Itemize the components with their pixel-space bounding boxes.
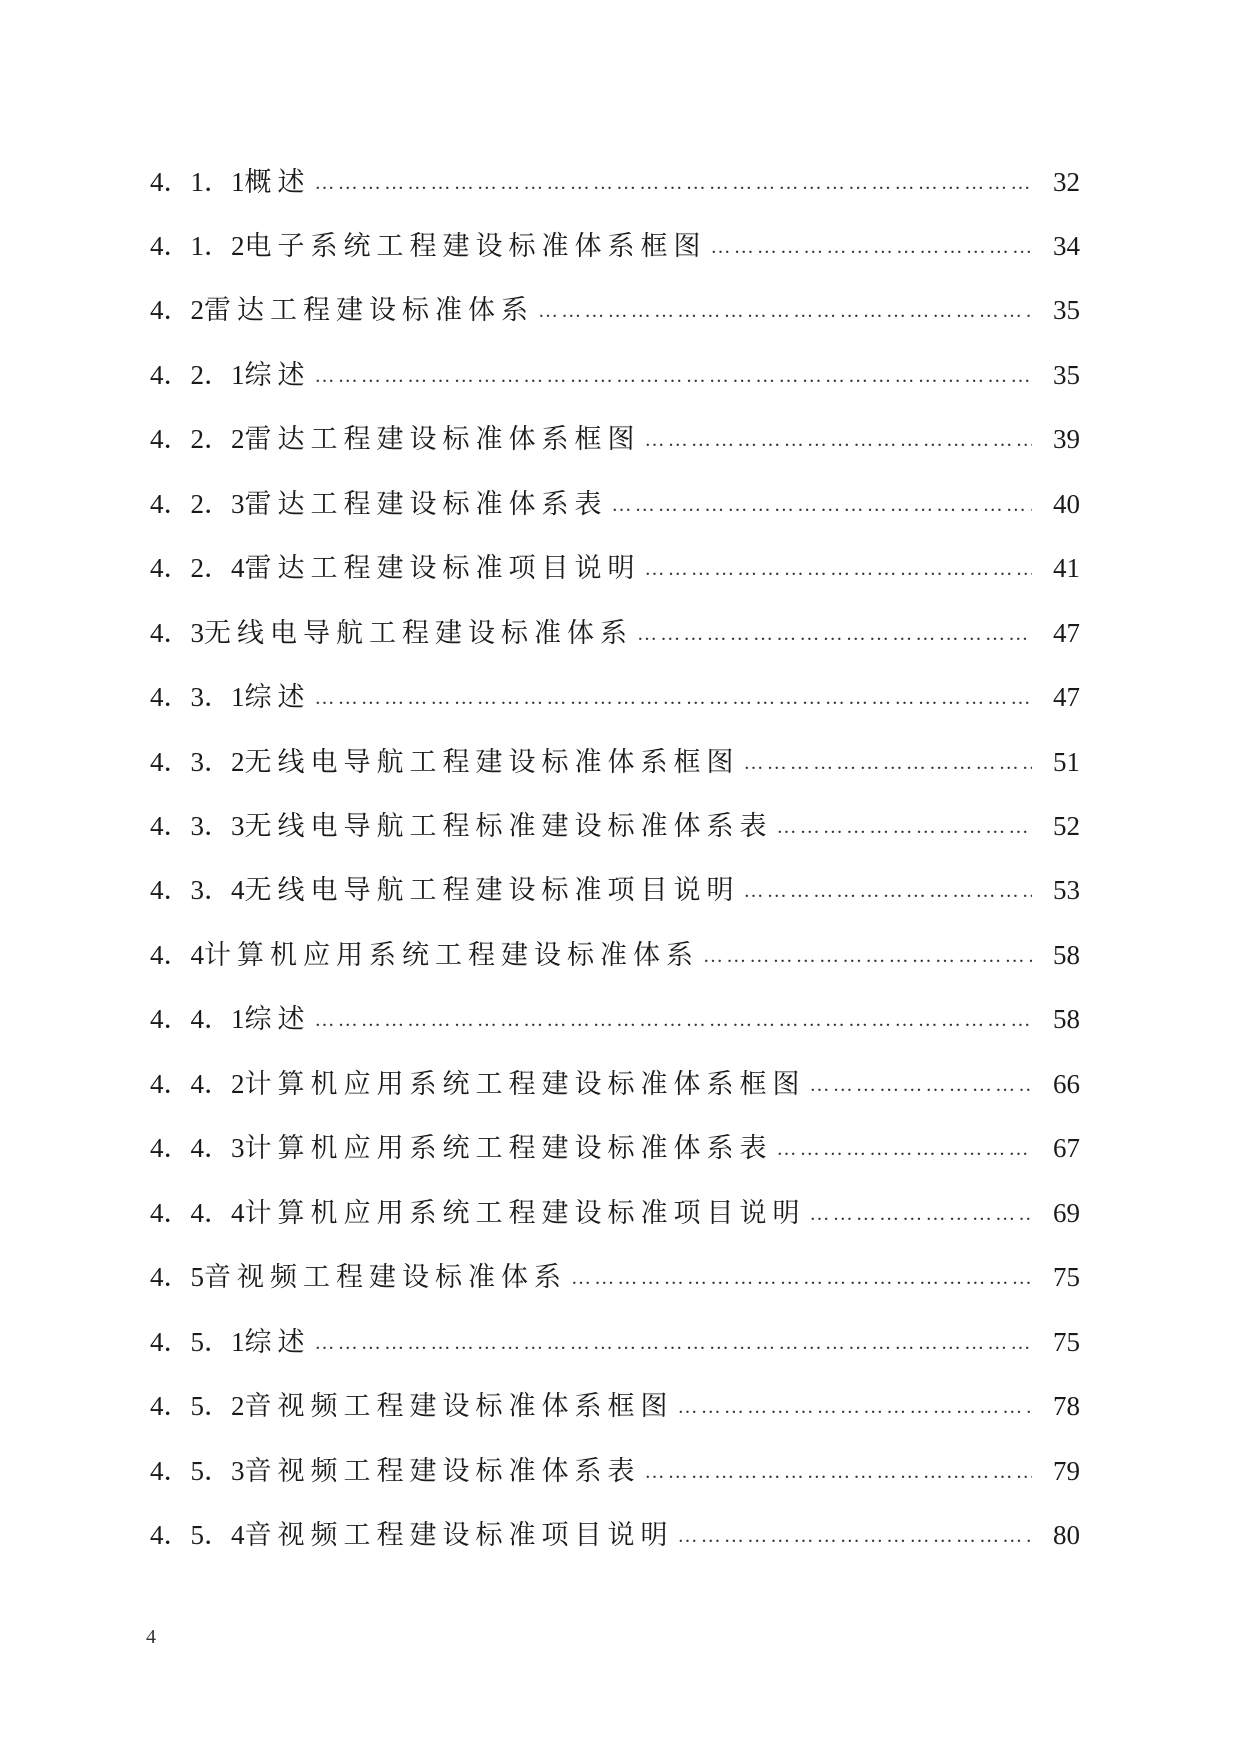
toc-entry-page: 67 bbox=[1053, 1133, 1080, 1163]
toc-entry[interactable] bbox=[150, 548, 1080, 588]
toc-entry-title: 计算机应用系统工程建设标准体系表 bbox=[244, 1133, 773, 1163]
dot-leader bbox=[645, 420, 1033, 460]
toc-entry[interactable] bbox=[150, 935, 1080, 975]
toc-entry[interactable] bbox=[150, 419, 1080, 459]
toc-entry-number: 4．3 bbox=[150, 618, 204, 648]
toc-entry-title: 音视频工程建设标准体系 bbox=[204, 1262, 567, 1292]
toc-entry-page: 53 bbox=[1053, 875, 1080, 905]
toc-entry[interactable] bbox=[150, 355, 1080, 395]
toc-entry-page: 52 bbox=[1053, 811, 1080, 841]
toc-entry-title: 雷达工程建设标准体系 bbox=[204, 295, 534, 325]
dot-leader bbox=[711, 227, 1033, 267]
toc-entry-title: 音视频工程建设标准体系表 bbox=[244, 1456, 641, 1486]
toc-entry[interactable] bbox=[150, 806, 1080, 846]
toc-entry-number: 4．3．2 bbox=[150, 747, 245, 777]
toc-entry-page: 58 bbox=[1053, 940, 1080, 970]
dot-leader bbox=[637, 614, 1032, 654]
toc-entry[interactable] bbox=[150, 1515, 1080, 1555]
toc-entry-page: 34 bbox=[1053, 231, 1080, 261]
toc-entry-title: 雷达工程建设标准体系框图 bbox=[244, 424, 641, 454]
dot-leader bbox=[810, 1194, 1033, 1234]
toc-entry[interactable] bbox=[150, 677, 1080, 717]
toc-entry-number: 4．4．4 bbox=[150, 1198, 245, 1228]
toc-entry[interactable] bbox=[150, 1451, 1080, 1491]
dot-leader bbox=[612, 485, 1033, 525]
toc-entry-page: 47 bbox=[1053, 682, 1080, 712]
toc-entry-title: 音视频工程建设标准项目说明 bbox=[244, 1520, 674, 1550]
dot-leader bbox=[538, 291, 1032, 331]
page-number: 4 bbox=[146, 1626, 156, 1648]
dot-leader bbox=[315, 678, 1033, 718]
toc-entry-number: 4．3．1 bbox=[150, 682, 245, 712]
toc-entry-title: 综述 bbox=[244, 682, 311, 712]
toc-entry[interactable] bbox=[150, 1257, 1080, 1297]
toc-entry[interactable] bbox=[150, 742, 1080, 782]
toc-entry-number: 4．2．3 bbox=[150, 489, 245, 519]
toc-entry-page: 51 bbox=[1053, 747, 1080, 777]
dot-leader bbox=[703, 936, 1032, 976]
toc-entry[interactable] bbox=[150, 290, 1080, 330]
toc-entry-page: 79 bbox=[1053, 1456, 1080, 1486]
toc-entry-number: 4．3．4 bbox=[150, 875, 245, 905]
toc-entry-page: 41 bbox=[1053, 553, 1080, 583]
toc-entry-title: 计算机应用系统工程建设标准体系框图 bbox=[244, 1069, 806, 1099]
dot-leader bbox=[315, 1323, 1033, 1363]
toc-entry-number: 4．1．2 bbox=[150, 231, 245, 261]
toc-entry-title: 综述 bbox=[244, 1004, 311, 1034]
toc-entry[interactable] bbox=[150, 1128, 1080, 1168]
toc-entry-title: 计算机应用系统工程建设标准项目说明 bbox=[244, 1198, 806, 1228]
toc-entry[interactable] bbox=[150, 999, 1080, 1039]
dot-leader bbox=[744, 743, 1033, 783]
toc-entry-number: 4．1．1 bbox=[150, 167, 245, 197]
dot-leader bbox=[315, 1000, 1033, 1040]
toc-entry[interactable] bbox=[150, 613, 1080, 653]
toc-entry-page: 69 bbox=[1053, 1198, 1080, 1228]
toc-entry-title: 音视频工程建设标准体系框图 bbox=[244, 1391, 674, 1421]
toc-entry-page: 35 bbox=[1053, 360, 1080, 390]
toc-entry-title: 雷达工程建设标准项目说明 bbox=[244, 553, 641, 583]
dot-leader bbox=[678, 1516, 1033, 1556]
toc-entry-page: 80 bbox=[1053, 1520, 1080, 1550]
toc-entry[interactable] bbox=[150, 870, 1080, 910]
dot-leader bbox=[645, 549, 1033, 589]
toc-entry-page: 75 bbox=[1053, 1327, 1080, 1357]
toc-entry-number: 4．4．1 bbox=[150, 1004, 245, 1034]
toc-entry-number: 4．2．2 bbox=[150, 424, 245, 454]
toc-entry-number: 4．5 bbox=[150, 1262, 204, 1292]
toc-entry-page: 35 bbox=[1053, 295, 1080, 325]
toc-entry-title: 计算机应用系统工程建设标准体系 bbox=[204, 940, 699, 970]
toc-entry-title: 概述 bbox=[244, 167, 311, 197]
toc-entry-title: 无线电导航工程标准建设标准体系表 bbox=[244, 811, 773, 841]
toc-entry-title: 综述 bbox=[244, 360, 311, 390]
toc-entry-page: 58 bbox=[1053, 1004, 1080, 1034]
dot-leader bbox=[315, 163, 1033, 203]
toc-entry-page: 66 bbox=[1053, 1069, 1080, 1099]
toc-entry-title: 雷达工程建设标准体系表 bbox=[244, 489, 608, 519]
toc-entry-number: 4．2．4 bbox=[150, 553, 245, 583]
toc-entry-title: 无线电导航工程建设标准体系框图 bbox=[244, 747, 740, 777]
toc-entry-page: 47 bbox=[1053, 618, 1080, 648]
toc-entry[interactable] bbox=[150, 1322, 1080, 1362]
toc-entry[interactable] bbox=[150, 1386, 1080, 1426]
dot-leader bbox=[645, 1452, 1033, 1492]
toc-entry[interactable] bbox=[150, 226, 1080, 266]
toc-entry-page: 75 bbox=[1053, 1262, 1080, 1292]
toc-entry[interactable] bbox=[150, 162, 1080, 202]
toc-entry-page: 32 bbox=[1053, 167, 1080, 197]
dot-leader bbox=[744, 871, 1033, 911]
dot-leader bbox=[810, 1065, 1033, 1105]
toc-entry-number: 4．5．2 bbox=[150, 1391, 245, 1421]
toc-entry-title: 综述 bbox=[244, 1327, 311, 1357]
toc-entry-title: 无线电导航工程建设标准项目说明 bbox=[244, 875, 740, 905]
toc-entry-number: 4．4．3 bbox=[150, 1133, 245, 1163]
toc-entry-number: 4．2．1 bbox=[150, 360, 245, 390]
dot-leader bbox=[678, 1387, 1033, 1427]
toc-entry-page: 39 bbox=[1053, 424, 1080, 454]
toc-entry-number: 4．4．2 bbox=[150, 1069, 245, 1099]
toc-entry-title: 无线电导航工程建设标准体系 bbox=[204, 618, 633, 648]
toc-entry-number: 4．3．3 bbox=[150, 811, 245, 841]
toc-entry-number: 4．4 bbox=[150, 940, 204, 970]
toc-entry-title: 电子系统工程建设标准体系框图 bbox=[244, 231, 707, 261]
dot-leader bbox=[777, 1129, 1033, 1169]
toc-entry[interactable] bbox=[150, 1064, 1080, 1104]
dot-leader bbox=[571, 1258, 1032, 1298]
toc-entry-page: 40 bbox=[1053, 489, 1080, 519]
toc-entry-number: 4．5．3 bbox=[150, 1456, 245, 1486]
dot-leader bbox=[315, 356, 1033, 396]
toc-entry-page: 78 bbox=[1053, 1391, 1080, 1421]
toc-entry[interactable] bbox=[150, 484, 1080, 524]
toc-entry[interactable] bbox=[150, 1193, 1080, 1233]
toc-entry-number: 4．5．4 bbox=[150, 1520, 245, 1550]
toc-entry-number: 4．2 bbox=[150, 295, 204, 325]
dot-leader bbox=[777, 807, 1033, 847]
toc-entry-number: 4．5．1 bbox=[150, 1327, 245, 1357]
